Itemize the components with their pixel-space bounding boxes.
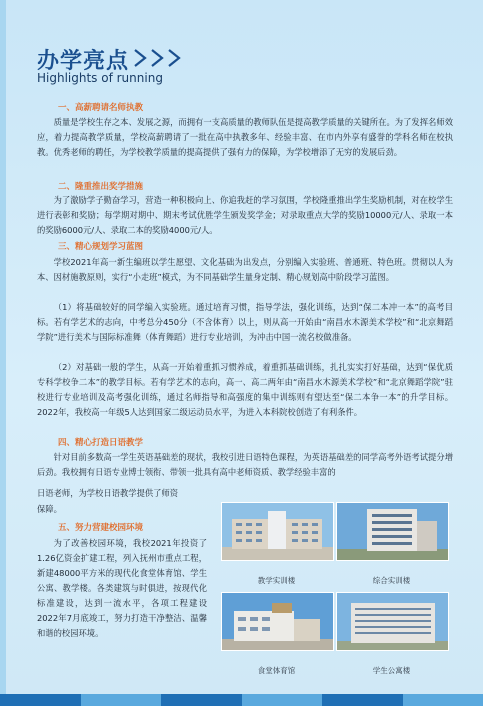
section-paragraph: 日语老师，为学校日语教学提供了师资 (37, 488, 179, 498)
photo-caption: 综合实训楼 (372, 576, 411, 585)
chevrons-right-icon (132, 47, 188, 69)
page-title: 办学亮点 (37, 49, 130, 74)
left-decor-strip (0, 0, 6, 706)
page-subtitle: Highlights of running (37, 71, 163, 85)
dormitory-photo (336, 592, 449, 651)
section-heading: 三、精心规划学习蓝图 (58, 242, 144, 252)
section-paragraph: 为了激励学子勤奋学习，营造一种积极向上、你追我赶的学习氛围，学校隆重推出学生奖励机制，对在校学生进行表彰和奖励；每学期对期中、期末考试优胜学生颁发奖学金；对录取重点大学的奖励10000元/人、录取一本的奖励6000元/人、录取二本的奖励4000元/人。 (37, 195, 453, 235)
photo-caption: 食堂体育馆 (257, 666, 296, 675)
training-building-photo (336, 502, 449, 561)
section-paragraph: 针对目前多数高一学生英语基础差的现状，我校引进日语特色课程，为英语基础差的同学高考外语考试提分增后劲。我校拥有日语专业博士领衔、带领一批具有高中老师资质、教学经验丰富的 (37, 452, 453, 477)
section-paragraph: 保障。 (37, 504, 62, 514)
section-heading: 五、努力营建校园环境 (58, 523, 144, 533)
section-paragraph: 为了改善校园环境，我校2021年投资了1.26亿资金扩建工程，列入抚州市重点工程，新建48000平方米的现代化食堂体育馆、学生公寓、教学楼。各类建筑与时俱进，按现代化标准建设，达到一流水平，各项工程建设2022年7月底竣工，努力打造干净整洁、温馨和谐的校园环境。 (37, 538, 207, 638)
footer-color-bar (0, 694, 483, 706)
teaching-building-photo (221, 502, 334, 561)
section-paragraph: （2）对基础一般的学生，从高一开始着重抓习惯养成，着重抓基础训练，扎扎实实打好基础，达到“保优质专科学校争二本”的教学目标。若有学艺术的志向，高一、高二两年由“南昌水木源美术学校”和“北京舞蹈学院”驻校进行专业培训及高考强化训练，通过名师指导和高强度的集中训练则有望达至“保二本争一本”的升学目标。2022年，我校高一年级5人达到国家二级运动员水平，为进入本科院校创造了有利条件。 (37, 362, 453, 417)
canteen-gym-photo (221, 592, 334, 651)
section-heading: 一、高薪聘请名师执教 (58, 103, 144, 113)
photo-caption: 学生公寓楼 (372, 666, 411, 675)
section-paragraph: （1）将基础较好的同学编入实验班。通过培育习惯，指导学法，强化训练，达到“保二本冲一本”的高考目标。若有学艺术的志向，中考总分450分（不含体育）以上，则从高一开始由“南昌水木源美术学校”和“北京舞蹈学院”进行美术与国际标准舞（体育舞蹈）进行专业培训，为冲击中国一流名校做准备。 (37, 302, 453, 342)
section-paragraph: 学校2021年高一新生编班以学生愿望、文化基础为出发点，分别编入实验班、普通班、特色班。贯彻以人为本、因材施教原则，实行“小走班”模式，为不同基础学生量身定制、精心规划高中阶段学习蓝图。 (37, 257, 453, 282)
section-heading: 四、精心打造日语教学 (58, 438, 144, 448)
photo-caption: 教学实训楼 (257, 576, 296, 585)
section-heading: 二、隆重推出奖学措施 (58, 182, 144, 192)
section-paragraph: 质量是学校生存之本、发展之源，而拥有一支高质量的教师队伍是提高教学质量的关键所在。为了发挥名师效应，着力提高教学质量，学校高薪聘请了一批在高中执教多年、经验丰富、在市内外享有盛誉的学科名师在校执教。优秀老师的聘任，为学校教学质量的提高提供了强有力的保障，为学校增添了无穷的发展后劲。 (37, 117, 453, 157)
